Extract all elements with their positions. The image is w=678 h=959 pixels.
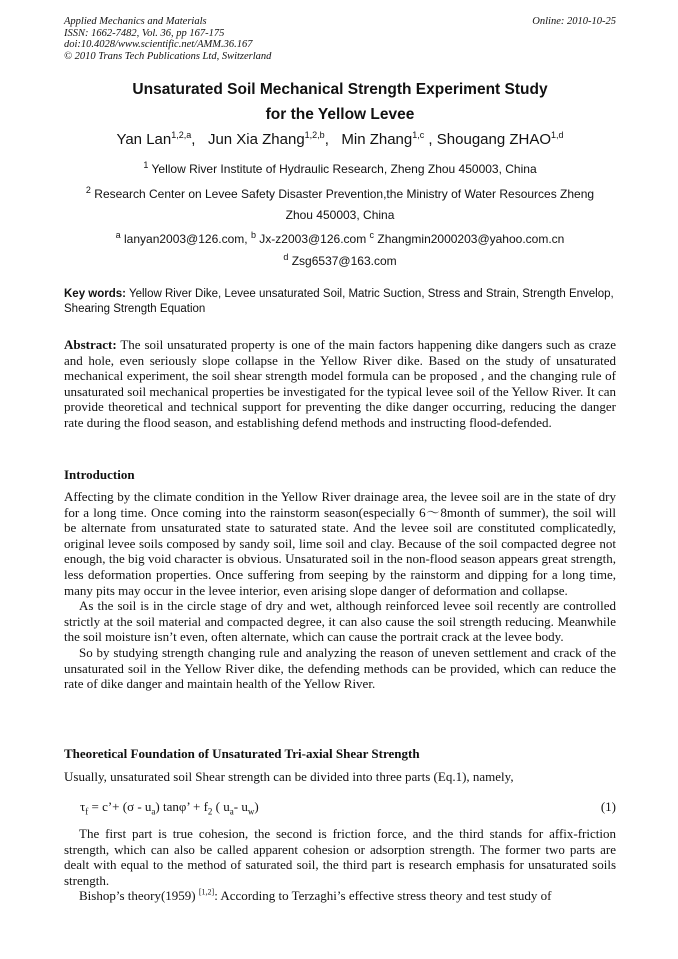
paragraph: So by studying strength changing rule and analyzing the reason of uneven settlement and crack of the unsaturated soil in the Yellow River dike, the defending methods can be provided, which can reduce the rate of dike danger and maintain health of the Yellow River. [64,644,616,692]
eq-part: = c’+ (σ - u [88,799,152,814]
keywords-label: Key words: [64,288,126,300]
eq-tau: τ [80,799,86,814]
author-separator: , [424,131,437,148]
paper-title-line2: for the Yellow Levee [265,106,415,123]
eq-part: ) [254,799,259,814]
paper-title-line1: Unsaturated Soil Mechanical Strength Experiment Study [132,81,548,98]
eq-part: ( u [212,799,230,814]
author-affiliation-mark: 1,c [412,130,425,140]
abstract-text: The soil unsaturated property is one of the main factors happening dike dangers such as craze and hole, even seriously slope collapse in the Yellow River dike. Based on the study of unsaturated mechanical experiment, the soil shear strength model formula can be proposed , and the changing rule of unsaturated soil mechanical properties be investigated for the typical levee soil of the Yellow River. It can provide theoretical and technical support for preventing the dike danger occurring, reducing the danger rate during the flood season, and establishing defend methods and instructing flood-defended. [64,337,616,430]
affiliation-text: Research Center on Levee Safety Disaster Prevention,the Ministry of Water Resources Zheng [94,187,595,201]
author-affiliation-mark: 1,2,b [304,130,325,140]
email-mark: c [369,230,375,240]
email: Jx-z2003@126.com [259,232,370,246]
doi: doi:10.4028/www.scientific.net/AMM.36.167 [64,39,253,50]
paragraph: Affecting by the climate condition in the Yellow River drainage area, the levee soil are in the state of dry for a long time. Once coming into the rainstorm season(especially 6〜8month of summer), the soil will be alternate from unsaturated state to saturated state. And the levee soil are constituted complicatedly, original levee soils composed by sandy soil, lime soil and clay. Because of the soil compacted degree not enough, the big void character is obvious. Unsaturated soil in the non-flood season appears great strength, less deformation properties. Once suffering from seeping by the rainstorm and dipping for a long time, many pits may occur in the levee interior, even arising slope danger of deformation and collapse. [64,489,616,598]
eq-part: ) tanφ’ + f [155,799,208,814]
affiliation-text: Zhou 450003, China [285,208,395,222]
equation-number: (1) [600,799,616,814]
keywords [64,287,616,317]
paragraph: The first part is true cohesion, the second is friction force, and the third stands for affix-friction strength, which can also be called apparent cohesion or adsorption strength. The former two parts are dealt with equal to the method of saturated soil, the third part is research emphasis for unsaturated soils strength. [64,826,616,888]
author-name: Shougang ZHAO [436,131,552,148]
author-name: Min Zhang [341,131,413,148]
affiliation-1 [64,159,616,180]
affiliation-mark: 1 [143,160,149,170]
email: lanyan2003@126.com, [124,232,251,246]
email: Zhangmin2000203@yahoo.com.cn [377,232,565,246]
keywords-text: Yellow River Dike, Levee unsaturated Soil, Matric Suction, Stress and Strain, Strength Envelop, Shearing Strength Equation [64,288,614,315]
citation: [1,2] [198,888,215,898]
paragraph-text: : According to Terzaghi’s effective stress theory and test study of [214,888,552,904]
journal-header [64,16,616,62]
author-list [64,131,616,148]
email: Zsg6537@163.com [291,254,397,268]
eq-sub: a [229,806,234,817]
issn: ISSN: 1662-7482, Vol. 36, pp 167-175 [64,27,225,39]
abstract [64,337,616,431]
paragraph: Usually, unsaturated soil Shear strength can be divided into three parts (Eq.1), namely, [64,769,514,784]
affiliation-mark: 2 [85,185,91,195]
affiliation-text: Yellow River Institute of Hydraulic Research, Zheng Zhou 450003, China [151,162,537,176]
eq-sub: a [151,806,156,817]
author-name: Yan Lan [116,131,172,148]
theory-intro [64,769,616,785]
paragraph [64,888,616,904]
author-separator: , [191,131,208,148]
author-separator: , [324,131,342,148]
affiliation-2 [64,184,616,226]
section-heading-theory: Theoretical Foundation of Unsaturated Tri-axial Shear Strength [64,746,420,761]
eq-sub: 2 [207,806,213,817]
email-line-2 [64,251,616,272]
email-mark: d [283,252,289,262]
online-date: Online: 2010-10-25 [532,16,616,27]
email-mark: a [115,230,121,240]
email-line-1 [64,229,616,250]
abstract-label: Abstract: [64,337,117,352]
theory-body [64,826,616,904]
equation-1 [80,799,616,817]
author-name: Jun Xia Zhang [207,131,305,148]
email-mark: b [250,230,256,240]
section-heading-introduction: Introduction [64,467,135,482]
eq-sub: f [85,806,89,817]
eq-part: - u [233,799,248,814]
introduction-body [64,489,616,692]
paragraph: As the soil is in the circle stage of dry and wet, although reinforced levee soil recently are controlled strictly at the soil material and compacted degree, it can also cause the soil strength reducing. Meanwhile the soil moisture isn’t even, often alternate, which can cause the portrait crack at the levee body. [64,598,616,645]
author-affiliation-mark: 1,d [551,130,564,140]
paragraph-text: Bishop’s theory(1959) [79,888,199,904]
eq-sub: w [247,806,255,817]
copyright: © 2010 Trans Tech Publications Ltd, Switzerland [64,50,272,62]
author-affiliation-mark: 1,2,a [171,130,192,140]
journal-name: Applied Mechanics and Materials [64,16,207,27]
